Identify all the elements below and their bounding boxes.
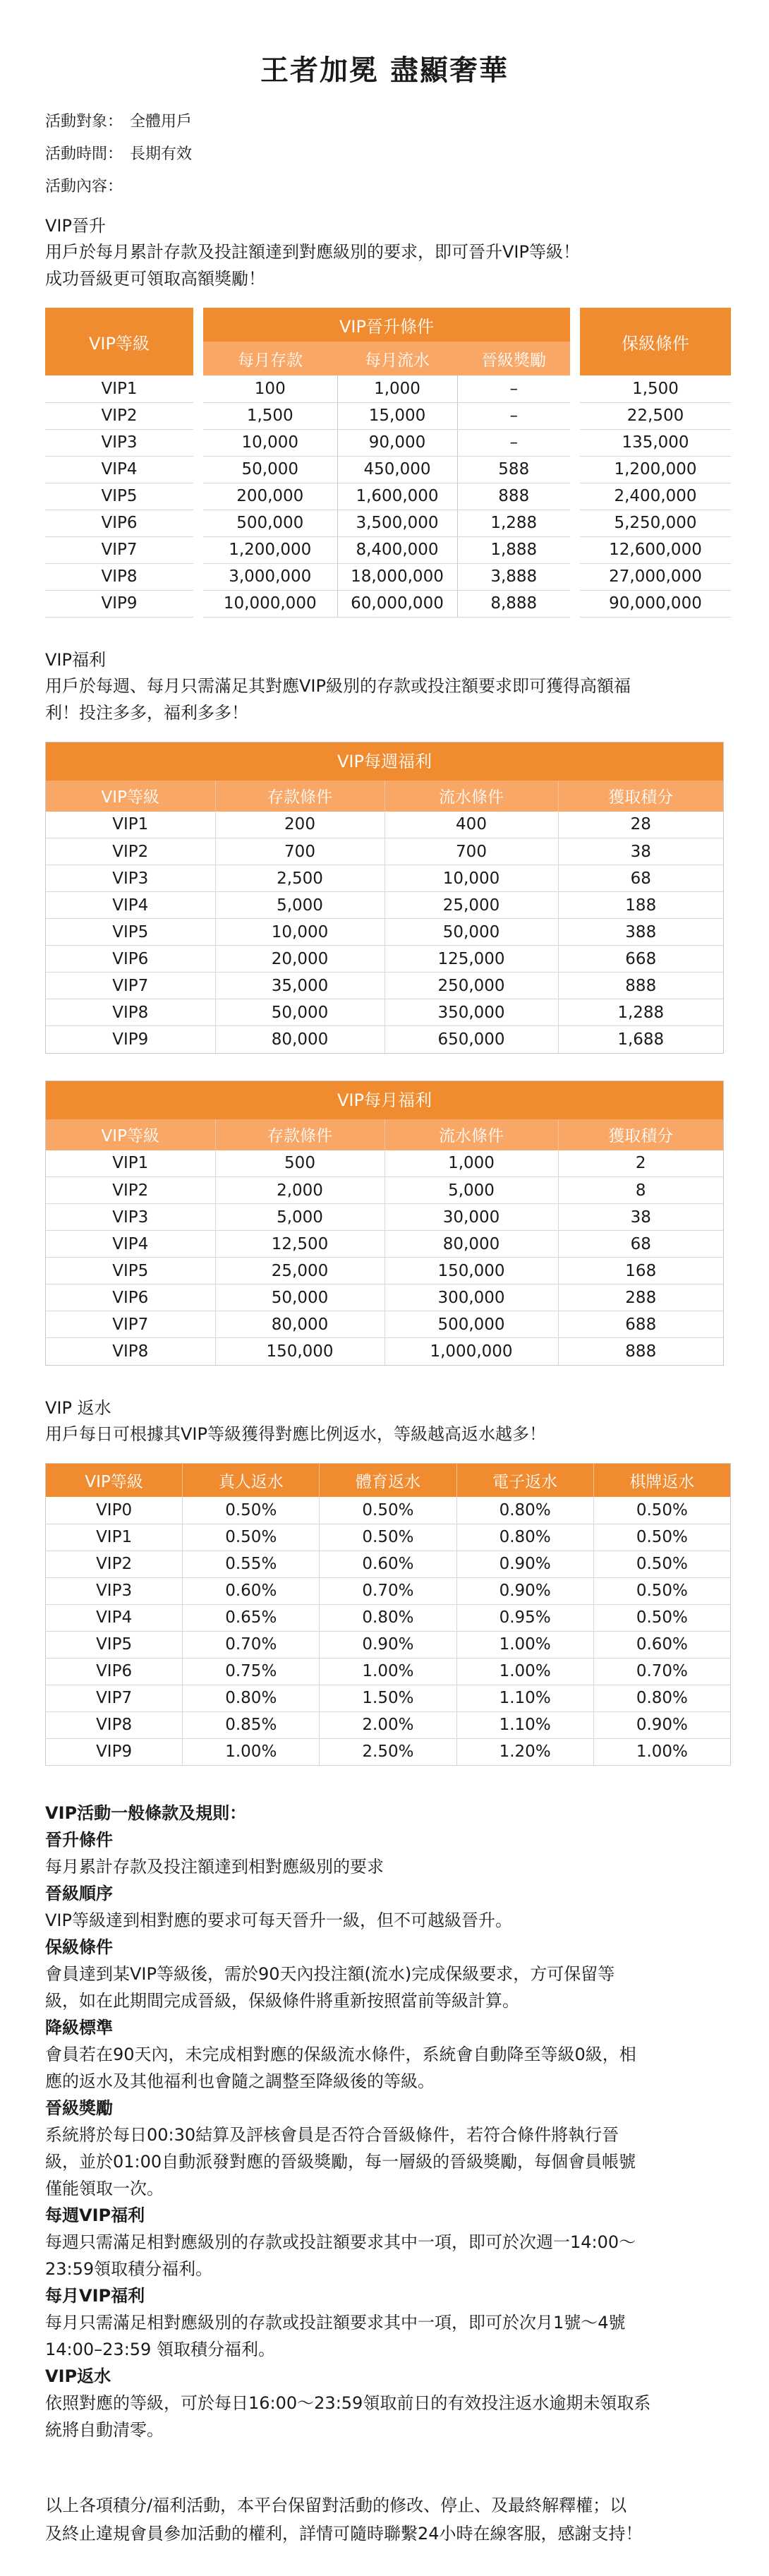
table-cell: 0.90% bbox=[320, 1631, 456, 1658]
rule-text: 每週只需滿足相對應級別的存款或投註額要求其中一項，即可於次週一14:00～ bbox=[45, 2232, 636, 2252]
table-cell: 288 bbox=[558, 1284, 723, 1311]
table-cell: 22,500 bbox=[580, 402, 731, 429]
table-cell: 588 bbox=[457, 456, 570, 483]
table-cell: 10,000 bbox=[384, 865, 558, 892]
table-cell: VIP6 bbox=[46, 946, 215, 973]
column-header: 存款條件 bbox=[215, 1119, 384, 1150]
table-cell: 1.10% bbox=[456, 1711, 593, 1738]
table-cell: 650,000 bbox=[384, 1026, 558, 1053]
welfare-section bbox=[45, 647, 724, 1366]
table-cell: 500 bbox=[215, 1150, 384, 1177]
table-cell: 38 bbox=[558, 1204, 723, 1231]
table-cell: 90,000,000 bbox=[580, 590, 731, 617]
table-cell: 20,000 bbox=[215, 946, 384, 973]
rule-text: 23:59領取積分福利。 bbox=[45, 2258, 213, 2279]
table-cell: 250,000 bbox=[384, 973, 558, 999]
table-cell: VIP8 bbox=[46, 1711, 183, 1738]
table-cell: 80,000 bbox=[384, 1231, 558, 1258]
table-cell: 10,000,000 bbox=[203, 590, 337, 617]
table-row bbox=[45, 402, 731, 429]
rule-text: 系統將於每日00:30結算及評核會員是否符合晉級條件，若符合條件將執行晉 bbox=[45, 2124, 619, 2145]
table-cell: 888 bbox=[625, 1342, 657, 1361]
table-cell: 1.00% bbox=[183, 1738, 320, 1765]
table-cell: 0.90% bbox=[456, 1577, 593, 1604]
table-cell: 0.80% bbox=[593, 1685, 730, 1711]
table-cell: VIP7 bbox=[46, 1311, 215, 1338]
table-row bbox=[46, 946, 723, 973]
column-header: 真人返水 bbox=[183, 1463, 320, 1497]
table-cell: 700 bbox=[384, 838, 558, 865]
table-cell: 0.75% bbox=[183, 1658, 320, 1685]
col-upgrade-condition: VIP晉升條件 bbox=[203, 308, 570, 342]
table-cell: 68 bbox=[558, 865, 723, 892]
table-cell: 3,000,000 bbox=[203, 563, 337, 590]
meta-key: 活動內容： bbox=[45, 178, 123, 195]
column-header: 棋牌返水 bbox=[593, 1463, 730, 1497]
table-cell: 3,500,000 bbox=[337, 510, 457, 536]
table-cell: VIP6 bbox=[45, 510, 193, 536]
table-cell: 2,400,000 bbox=[580, 483, 731, 510]
table-cell: 5,000 bbox=[215, 892, 384, 919]
upgrade-desc-line: 用戶於每月累計存款及投註額達到對應級別的要求，即可晉升VIP等級！ bbox=[45, 242, 580, 262]
table-cell: 500,000 bbox=[384, 1311, 558, 1338]
meta-key: 活動對象： bbox=[45, 113, 123, 131]
rule-heading: 晉級獎勵 bbox=[45, 2097, 113, 2118]
table-cell: 0.85% bbox=[183, 1711, 320, 1738]
table-cell: 0.95% bbox=[456, 1604, 593, 1631]
rebate-description bbox=[45, 1421, 724, 1448]
table-cell: 12,600,000 bbox=[580, 536, 731, 563]
welfare-heading: VIP福利 bbox=[45, 649, 106, 670]
column-header: 體育返水 bbox=[320, 1463, 456, 1497]
table-cell: VIP6 bbox=[46, 1658, 183, 1685]
table-cell: 8,888 bbox=[457, 590, 570, 617]
table-cell: 0.80% bbox=[320, 1604, 456, 1631]
table-cell: 1,000,000 bbox=[384, 1338, 558, 1365]
table-cell: 388 bbox=[558, 919, 723, 946]
table-cell: 0.50% bbox=[183, 1524, 320, 1551]
table-cell: 1.00% bbox=[320, 1658, 456, 1685]
table-cell: VIP4 bbox=[46, 1231, 215, 1258]
table-cell: 2.50% bbox=[320, 1738, 456, 1765]
table-cell: 5,000 bbox=[384, 1177, 558, 1204]
table-row bbox=[45, 590, 731, 617]
table-cell: 15,000 bbox=[337, 402, 457, 429]
table-cell: 135,000 bbox=[580, 429, 731, 456]
upgrade-heading: VIP晉升 bbox=[45, 216, 106, 236]
table-row bbox=[46, 865, 723, 892]
rules-title: VIP活動一般條款及規則： bbox=[45, 1802, 247, 1823]
table-cell: 1,000 bbox=[384, 1150, 558, 1177]
table-cell: 188 bbox=[558, 892, 723, 919]
column-header: 流水條件 bbox=[384, 781, 558, 812]
table-cell: 35,000 bbox=[215, 973, 384, 999]
table-cell: VIP7 bbox=[46, 1685, 183, 1711]
rule-text: 會員若在90天內，未完成相對應的保級流水條件，系統會自動降至等級0級，相 bbox=[45, 2044, 636, 2064]
table-cell: – bbox=[457, 429, 570, 456]
page-title: 王者加冕 盡顯奢華 bbox=[260, 54, 509, 87]
activity-meta bbox=[45, 106, 724, 203]
welfare-desc-line: 利！投注多多，福利多多！ bbox=[45, 702, 248, 723]
table-cell: VIP2 bbox=[46, 838, 215, 865]
table-cell: 1.50% bbox=[320, 1685, 456, 1711]
table-cell: 688 bbox=[558, 1311, 723, 1338]
table-row bbox=[46, 1711, 731, 1738]
table-cell: 50,000 bbox=[215, 999, 384, 1026]
table-row bbox=[46, 1604, 731, 1631]
footer-line: 及終止違規會員參加活動的權利，詳情可隨時聯繫24小時在線客服，感謝支持！ bbox=[45, 2523, 643, 2544]
rule-text: 每月只需滿足相對應級別的存款或投註額要求其中一項，即可於次月1號～4號 bbox=[45, 2312, 626, 2333]
column-header: 電子返水 bbox=[456, 1463, 593, 1497]
rule-text: VIP等級達到相對應的要求可每天晉升一級，但不可越級晉升。 bbox=[45, 1910, 512, 1930]
rule-text: 統將自動清零。 bbox=[45, 2419, 164, 2440]
table-cell: – bbox=[457, 375, 570, 402]
table-cell: 0.60% bbox=[320, 1551, 456, 1577]
table-row bbox=[46, 1738, 731, 1765]
meta-line bbox=[45, 106, 724, 138]
table-cell: 50,000 bbox=[215, 1284, 384, 1311]
table-cell: VIP3 bbox=[46, 1204, 215, 1231]
table-cell: 30,000 bbox=[384, 1204, 558, 1231]
table-cell: 1,000 bbox=[337, 375, 457, 402]
weekly-welfare-banner: VIP每週福利 bbox=[46, 742, 723, 781]
table-cell: 1,200,000 bbox=[580, 456, 731, 483]
table-cell: 80,000 bbox=[215, 1311, 384, 1338]
table-row bbox=[46, 1258, 723, 1284]
table-row bbox=[46, 1685, 731, 1711]
rule-heading: 每週VIP福利 bbox=[45, 2205, 145, 2225]
table-row bbox=[46, 1658, 731, 1685]
footer-line: 以上各項積分/福利活動，本平台保留對活動的修改、停止、及最終解釋權；以 bbox=[45, 2495, 627, 2515]
table-cell: 1,200,000 bbox=[203, 536, 337, 563]
column-header: VIP等級 bbox=[46, 781, 215, 812]
rule-text: 級，並於01:00自動派發對應的晉級獎勵，每一層級的晉級獎勵，每個會員帳號 bbox=[45, 2151, 636, 2172]
rebate-heading: VIP 返水 bbox=[45, 1397, 111, 1418]
table-cell: VIP1 bbox=[46, 1524, 183, 1551]
table-row bbox=[46, 919, 723, 946]
footer-disclaimer bbox=[45, 2491, 724, 2576]
column-header: 獲取積分 bbox=[558, 1119, 723, 1150]
table-row bbox=[46, 1338, 723, 1365]
col-vip-level: VIP等級 bbox=[45, 308, 193, 375]
col-upgrade-bonus: 晉級獎勵 bbox=[457, 342, 570, 375]
table-cell: 1,888 bbox=[457, 536, 570, 563]
table-cell: 10,000 bbox=[203, 429, 337, 456]
table-cell: 1.00% bbox=[593, 1738, 730, 1765]
table-cell: 1.10% bbox=[456, 1685, 593, 1711]
table-cell: VIP3 bbox=[46, 865, 215, 892]
rule-text: 每月累計存款及投注額達到相對應級別的要求 bbox=[45, 1856, 384, 1877]
table-row bbox=[46, 1524, 731, 1551]
table-cell: 8 bbox=[558, 1177, 723, 1204]
table-cell: VIP5 bbox=[46, 1631, 183, 1658]
table-cell: 0.80% bbox=[456, 1497, 593, 1524]
table-cell: VIP4 bbox=[46, 892, 215, 919]
column-header: VIP等級 bbox=[46, 1119, 215, 1150]
meta-line bbox=[45, 171, 724, 203]
table-cell: 2,000 bbox=[215, 1177, 384, 1204]
table-cell: 450,000 bbox=[337, 456, 457, 483]
table-cell: 700 bbox=[215, 838, 384, 865]
table-cell: 1.00% bbox=[456, 1631, 593, 1658]
table-row bbox=[45, 429, 731, 456]
table-cell: VIP0 bbox=[46, 1497, 183, 1524]
table-cell: 1,688 bbox=[617, 1030, 665, 1049]
upgrade-description bbox=[45, 239, 724, 292]
table-cell: 0.70% bbox=[593, 1658, 730, 1685]
rule-text: 會員達到某VIP等級後，需於90天內投注額(流水)完成保級要求，方可保留等 bbox=[45, 1963, 615, 1984]
table-row bbox=[46, 1311, 723, 1338]
table-cell: VIP1 bbox=[46, 812, 215, 838]
table-row bbox=[46, 1026, 723, 1053]
table-cell: 0.80% bbox=[183, 1685, 320, 1711]
table-cell: 27,000,000 bbox=[580, 563, 731, 590]
table-cell: VIP4 bbox=[46, 1604, 183, 1631]
monthly-welfare-banner: VIP每月福利 bbox=[46, 1081, 723, 1119]
table-cell: VIP5 bbox=[45, 483, 193, 510]
table-cell: VIP5 bbox=[46, 919, 215, 946]
rule-text: 14:00–23:59 領取積分福利。 bbox=[45, 2339, 275, 2359]
meta-value: 全體用戶 bbox=[130, 113, 193, 131]
table-cell: VIP3 bbox=[46, 1577, 183, 1604]
table-row bbox=[46, 1631, 731, 1658]
table-cell: VIP1 bbox=[45, 375, 193, 402]
meta-line bbox=[45, 138, 724, 171]
table-cell: 60,000,000 bbox=[337, 590, 457, 617]
table-row bbox=[46, 973, 723, 999]
rebate-table bbox=[45, 1463, 731, 1766]
table-row bbox=[46, 1551, 731, 1577]
table-cell: 500,000 bbox=[203, 510, 337, 536]
table-cell: 0.50% bbox=[593, 1604, 730, 1631]
table-row bbox=[46, 1577, 731, 1604]
table-cell: 0.50% bbox=[320, 1497, 456, 1524]
table-cell: 168 bbox=[558, 1258, 723, 1284]
table-row bbox=[46, 1231, 723, 1258]
col-monthly-turnover: 每月流水 bbox=[337, 342, 457, 375]
table-row bbox=[46, 1284, 723, 1311]
table-cell: VIP2 bbox=[46, 1177, 215, 1204]
table-cell: 12,500 bbox=[215, 1231, 384, 1258]
table-cell: 0.90% bbox=[593, 1711, 730, 1738]
col-keep-condition: 保級條件 bbox=[580, 308, 731, 375]
table-cell: VIP9 bbox=[46, 1738, 183, 1765]
weekly-welfare-table bbox=[45, 742, 724, 1054]
table-row bbox=[45, 536, 731, 563]
table-cell: 888 bbox=[457, 483, 570, 510]
table-cell: 5,250,000 bbox=[580, 510, 731, 536]
table-cell: 0.90% bbox=[456, 1551, 593, 1577]
table-cell: VIP2 bbox=[46, 1551, 183, 1577]
rule-heading: 降級標準 bbox=[45, 2017, 113, 2038]
table-cell: 0.50% bbox=[593, 1577, 730, 1604]
table-row bbox=[46, 838, 723, 865]
table-cell: 25,000 bbox=[384, 892, 558, 919]
table-cell: 3,888 bbox=[457, 563, 570, 590]
table-cell: 1,288 bbox=[558, 999, 723, 1026]
table-cell: 50,000 bbox=[384, 919, 558, 946]
table-cell: 50,000 bbox=[203, 456, 337, 483]
table-row bbox=[45, 510, 731, 536]
table-cell: 100 bbox=[203, 375, 337, 402]
rule-text: 應的返水及其他福利也會隨之調整至降級後的等級。 bbox=[45, 2071, 435, 2091]
table-cell: 1,500 bbox=[203, 402, 337, 429]
table-cell: 0.50% bbox=[183, 1497, 320, 1524]
table-row bbox=[46, 1497, 731, 1524]
rules-section bbox=[45, 1800, 724, 2443]
meta-value: 長期有效 bbox=[130, 145, 193, 163]
rule-heading: 每月VIP福利 bbox=[45, 2285, 145, 2306]
table-cell: 2,500 bbox=[215, 865, 384, 892]
table-cell: 10,000 bbox=[215, 919, 384, 946]
table-row bbox=[45, 563, 731, 590]
table-cell: VIP6 bbox=[46, 1284, 215, 1311]
table-cell: 5,000 bbox=[215, 1204, 384, 1231]
table-row bbox=[46, 1204, 723, 1231]
table-cell: VIP7 bbox=[45, 536, 193, 563]
table-cell: 1,600,000 bbox=[337, 483, 457, 510]
table-cell: 0.65% bbox=[183, 1604, 320, 1631]
table-cell: 28 bbox=[558, 812, 723, 838]
table-cell: 0.50% bbox=[593, 1524, 730, 1551]
table-cell: 888 bbox=[558, 973, 723, 999]
table-cell: 1.20% bbox=[456, 1738, 593, 1765]
rule-text: 級，如在此期間完成晉級，保級條件將重新按照當前等級計算。 bbox=[45, 1990, 519, 2011]
table-cell: VIP8 bbox=[46, 1338, 215, 1365]
table-cell: 200 bbox=[215, 812, 384, 838]
table-cell: 350,000 bbox=[384, 999, 558, 1026]
table-cell: 0.50% bbox=[593, 1551, 730, 1577]
rule-text: 僅能領取一次。 bbox=[45, 2178, 164, 2198]
column-header: 流水條件 bbox=[384, 1119, 558, 1150]
rule-heading: VIP返水 bbox=[45, 2366, 111, 2386]
table-cell: 1.00% bbox=[456, 1658, 593, 1685]
table-cell: VIP7 bbox=[46, 973, 215, 999]
upgrade-table bbox=[45, 308, 731, 618]
table-cell: 2 bbox=[558, 1150, 723, 1177]
rule-heading: 晉升條件 bbox=[45, 1829, 113, 1850]
meta-key: 活動時間： bbox=[45, 145, 123, 163]
table-row bbox=[45, 375, 731, 402]
column-header: 存款條件 bbox=[215, 781, 384, 812]
table-cell: 0.60% bbox=[183, 1577, 320, 1604]
table-cell: 8,400,000 bbox=[337, 536, 457, 563]
table-cell: 0.55% bbox=[183, 1551, 320, 1577]
column-header: VIP等級 bbox=[46, 1463, 183, 1497]
table-cell: – bbox=[457, 402, 570, 429]
table-cell: 200,000 bbox=[203, 483, 337, 510]
table-cell: 1,500 bbox=[580, 375, 731, 402]
table-cell: VIP5 bbox=[46, 1258, 215, 1284]
table-cell: VIP9 bbox=[45, 590, 193, 617]
table-cell: 0.70% bbox=[183, 1631, 320, 1658]
table-cell: 668 bbox=[558, 946, 723, 973]
upgrade-desc-line: 成功晉級更可領取高額獎勵！ bbox=[45, 269, 265, 289]
table-cell: 400 bbox=[384, 812, 558, 838]
monthly-welfare-table bbox=[45, 1081, 724, 1366]
table-cell: 25,000 bbox=[215, 1258, 384, 1284]
table-row bbox=[45, 483, 731, 510]
rule-text: 依照對應的等級，可於每日16:00～23:59領取前日的有效投注返水逾期未領取系 bbox=[45, 2393, 651, 2413]
col-monthly-deposit: 每月存款 bbox=[203, 342, 337, 375]
table-cell: VIP4 bbox=[45, 456, 193, 483]
column-header: 獲取積分 bbox=[558, 781, 723, 812]
table-cell: VIP1 bbox=[46, 1150, 215, 1177]
table-row bbox=[46, 892, 723, 919]
rule-heading: 晉級順序 bbox=[45, 1883, 113, 1903]
table-cell: 80,000 bbox=[215, 1026, 384, 1053]
table-row bbox=[46, 1150, 723, 1177]
table-cell: 300,000 bbox=[384, 1284, 558, 1311]
welfare-desc-line: 用戶於每週、每月只需滿足其對應VIP級別的存款或投注額要求即可獲得高額福 bbox=[45, 675, 631, 696]
welfare-description bbox=[45, 673, 724, 726]
table-cell: 38 bbox=[558, 838, 723, 865]
table-row bbox=[46, 1177, 723, 1204]
upgrade-section bbox=[45, 213, 724, 618]
table-row bbox=[46, 812, 723, 838]
rebate-section bbox=[45, 1395, 724, 1766]
table-cell: 0.50% bbox=[320, 1524, 456, 1551]
table-cell: VIP8 bbox=[45, 563, 193, 590]
table-cell: 0.60% bbox=[593, 1631, 730, 1658]
rule-heading: 保級條件 bbox=[45, 1937, 113, 1957]
table-cell: 18,000,000 bbox=[337, 563, 457, 590]
table-cell: 125,000 bbox=[384, 946, 558, 973]
table-cell: VIP8 bbox=[46, 999, 215, 1026]
table-cell: VIP3 bbox=[45, 429, 193, 456]
table-cell: 0.70% bbox=[320, 1577, 456, 1604]
table-cell: 0.80% bbox=[456, 1524, 593, 1551]
table-cell: VIP2 bbox=[45, 402, 193, 429]
table-cell: VIP9 bbox=[46, 1026, 215, 1053]
table-cell: 2.00% bbox=[320, 1711, 456, 1738]
table-cell: 150,000 bbox=[215, 1338, 384, 1365]
rebate-desc-line: 用戶每日可根據其VIP等級獲得對應比例返水，等級越高返水越多！ bbox=[45, 1424, 546, 1444]
table-row bbox=[46, 999, 723, 1026]
table-cell: 0.50% bbox=[593, 1497, 730, 1524]
table-row bbox=[45, 456, 731, 483]
table-cell: 150,000 bbox=[384, 1258, 558, 1284]
table-cell: 1,288 bbox=[457, 510, 570, 536]
table-cell: 90,000 bbox=[337, 429, 457, 456]
table-cell: 68 bbox=[558, 1231, 723, 1258]
